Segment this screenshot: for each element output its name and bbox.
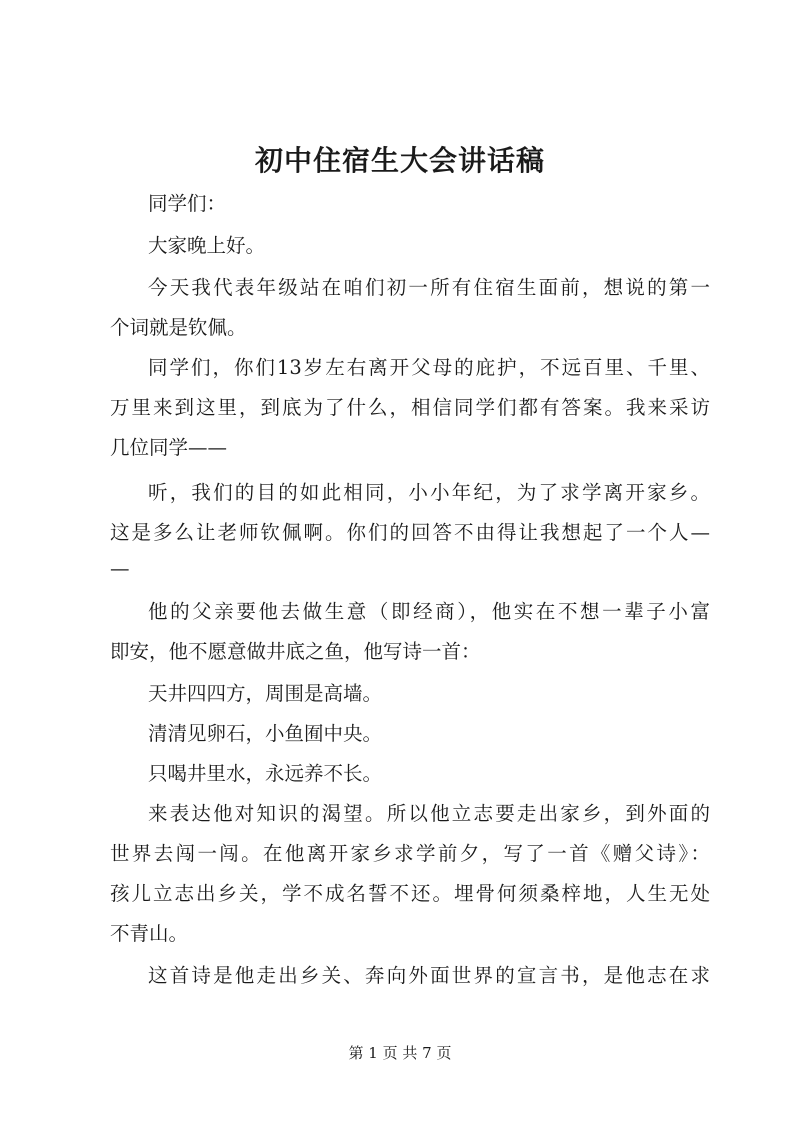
- body-line: 世界去闯一闯。在他离开家乡求学前夕，写了一首《赠父诗》：: [110, 842, 710, 865]
- page-number: 第 1 页 共 7 页: [348, 1044, 452, 1062]
- body-line: 几位同学——: [110, 436, 228, 459]
- body-line: 同学们，你们13岁左右离开父母的庇护，不远百里、千里、: [148, 356, 710, 379]
- body-line: 个词就是钦佩。: [110, 316, 247, 339]
- body-line: 他的父亲要他去做生意（即经商），他实在不想一辈子小富: [148, 600, 710, 623]
- body-line: 听，我们的目的如此相同，小小年纪，为了求学离开家乡。: [148, 481, 710, 504]
- body-line: 孩儿立志出乡关，学不成名誓不还。埋骨何须桑梓地，人生无处: [110, 882, 710, 905]
- body-line: —: [110, 557, 130, 580]
- body-line-salutation: 同学们：: [148, 192, 227, 215]
- body-line: 万里来到这里，到底为了什么，相信同学们都有答案。我来采访: [110, 396, 710, 419]
- poem-line: 清清见卵石，小鱼囿中央。: [148, 722, 383, 745]
- poem-line: 天井四四方，周围是高墙。: [148, 682, 383, 705]
- body-line: 即安，他不愿意做井底之鱼，他写诗一首：: [110, 640, 481, 663]
- body-line: 这是多么让老师钦佩啊。你们的回答不由得让我想起了一个人—: [110, 521, 710, 544]
- body-line: 来表达他对知识的渴望。所以他立志要走出家乡，到外面的: [148, 802, 710, 825]
- body-line-greeting: 大家晚上好。: [148, 234, 266, 257]
- body-line: 今天我代表年级站在咱们初一所有住宿生面前，想说的第一: [148, 276, 710, 299]
- body-line: 这首诗是他走出乡关、奔向外面世界的宣言书，是他志在求: [148, 964, 710, 987]
- document-title: 初中住宿生大会讲话稿: [254, 144, 545, 177]
- poem-line: 只喝井里水，永远养不长。: [148, 762, 383, 785]
- body-line: 不青山。: [110, 922, 189, 945]
